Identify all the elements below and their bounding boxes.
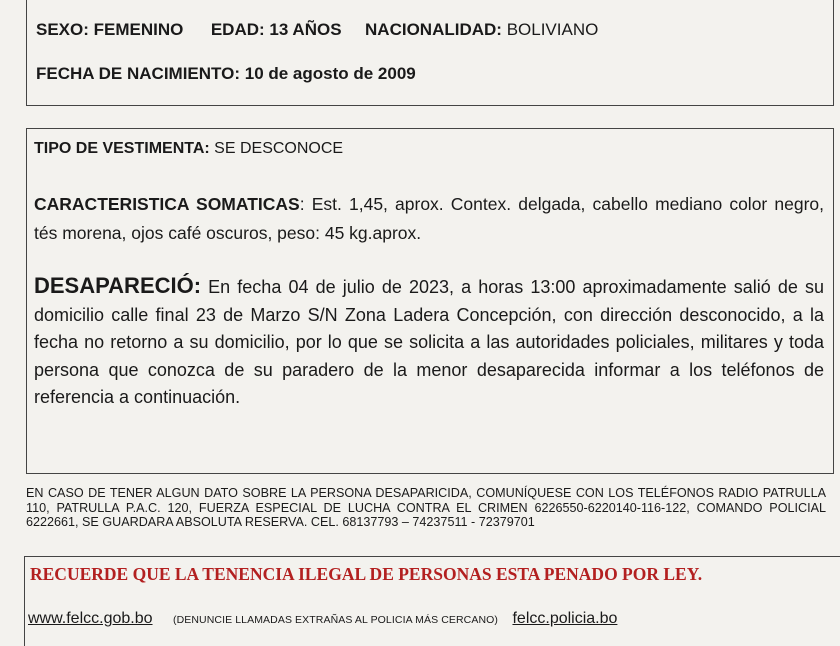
footer-note: (DENUNCIE LLAMADAS EXTRAÑAS AL POLICIA MÁS CERCANO)	[172, 614, 499, 626]
clothing-line	[34, 140, 343, 158]
disappeared-label: DESAPARECIÓ:	[34, 273, 202, 298]
legal-warning: RECUERDE QUE LA TENENCIA ILEGAL DE PERSONAS ESTA PENADO POR LEY.	[30, 564, 703, 584]
felcc-website-link[interactable]: www.felcc.gob.bo	[28, 610, 153, 627]
personal-info-box	[26, 0, 834, 106]
clothing-value: SE DESCONOCE	[214, 140, 344, 157]
age-label: EDAD:	[210, 20, 265, 39]
nationality-value: BOLIVIANO	[506, 20, 599, 39]
sex-value: FEMENINO	[93, 20, 184, 39]
nationality-label: NACIONALIDAD:	[365, 20, 502, 39]
birth-label: FECHA DE NACIMIENTO:	[36, 64, 240, 83]
somatic-label: CARACTERISTICA SOMATICAS	[34, 194, 300, 214]
personal-line-2	[36, 64, 416, 84]
somatic-paragraph	[34, 190, 824, 248]
disappeared-value: En fecha 04 de julio de 2023, a horas 13:00 aproximadamente salió de su domicilio calle final 23 de Marzo S/N Zona Ladera Concepción, con dirección desconocido, a la fecha no retorno a su domicilio, por lo que se solicita a las autoridades policiales, militares y toda persona que conozca de su paradero de la menor desaparecida informar a los teléfonos de referencia a continuación.	[34, 277, 824, 407]
age-value: 13 AÑOS	[269, 20, 342, 39]
somatic-value: : Est. 1,45, aprox. Contex. delgada, cabello mediano color negro, tés morena, ojos café oscuros, peso: 45 kg.aprox.	[34, 194, 825, 243]
contact-notice: EN CASO DE TENER ALGUN DATO SOBRE LA PERSONA DESAPARICIDA, COMUNÍQUESE CON LOS TELÉFONOS RADIO PATRULLA 110, PATRULLA P.A.C. 120, FUERZA ESPECIAL DE LUCHA CONTRA EL CRIMEN 6226550-6220140-116-122, COMANDO POLICIAL 6222661, SE GUARDARA ABSOLUTA RESERVA. CEL. 68137793 – 74237511 - 72379701	[26, 486, 826, 529]
clothing-label: TIPO DE VESTIMENTA:	[34, 140, 210, 157]
felcc-policia-link[interactable]: felcc.policia.bo	[512, 610, 618, 627]
sex-label: SEXO:	[36, 20, 89, 39]
birth-value: 10 de agosto de 2009	[244, 64, 416, 83]
personal-line-1	[36, 20, 598, 40]
footer	[28, 610, 617, 628]
disappeared-paragraph	[34, 272, 824, 412]
